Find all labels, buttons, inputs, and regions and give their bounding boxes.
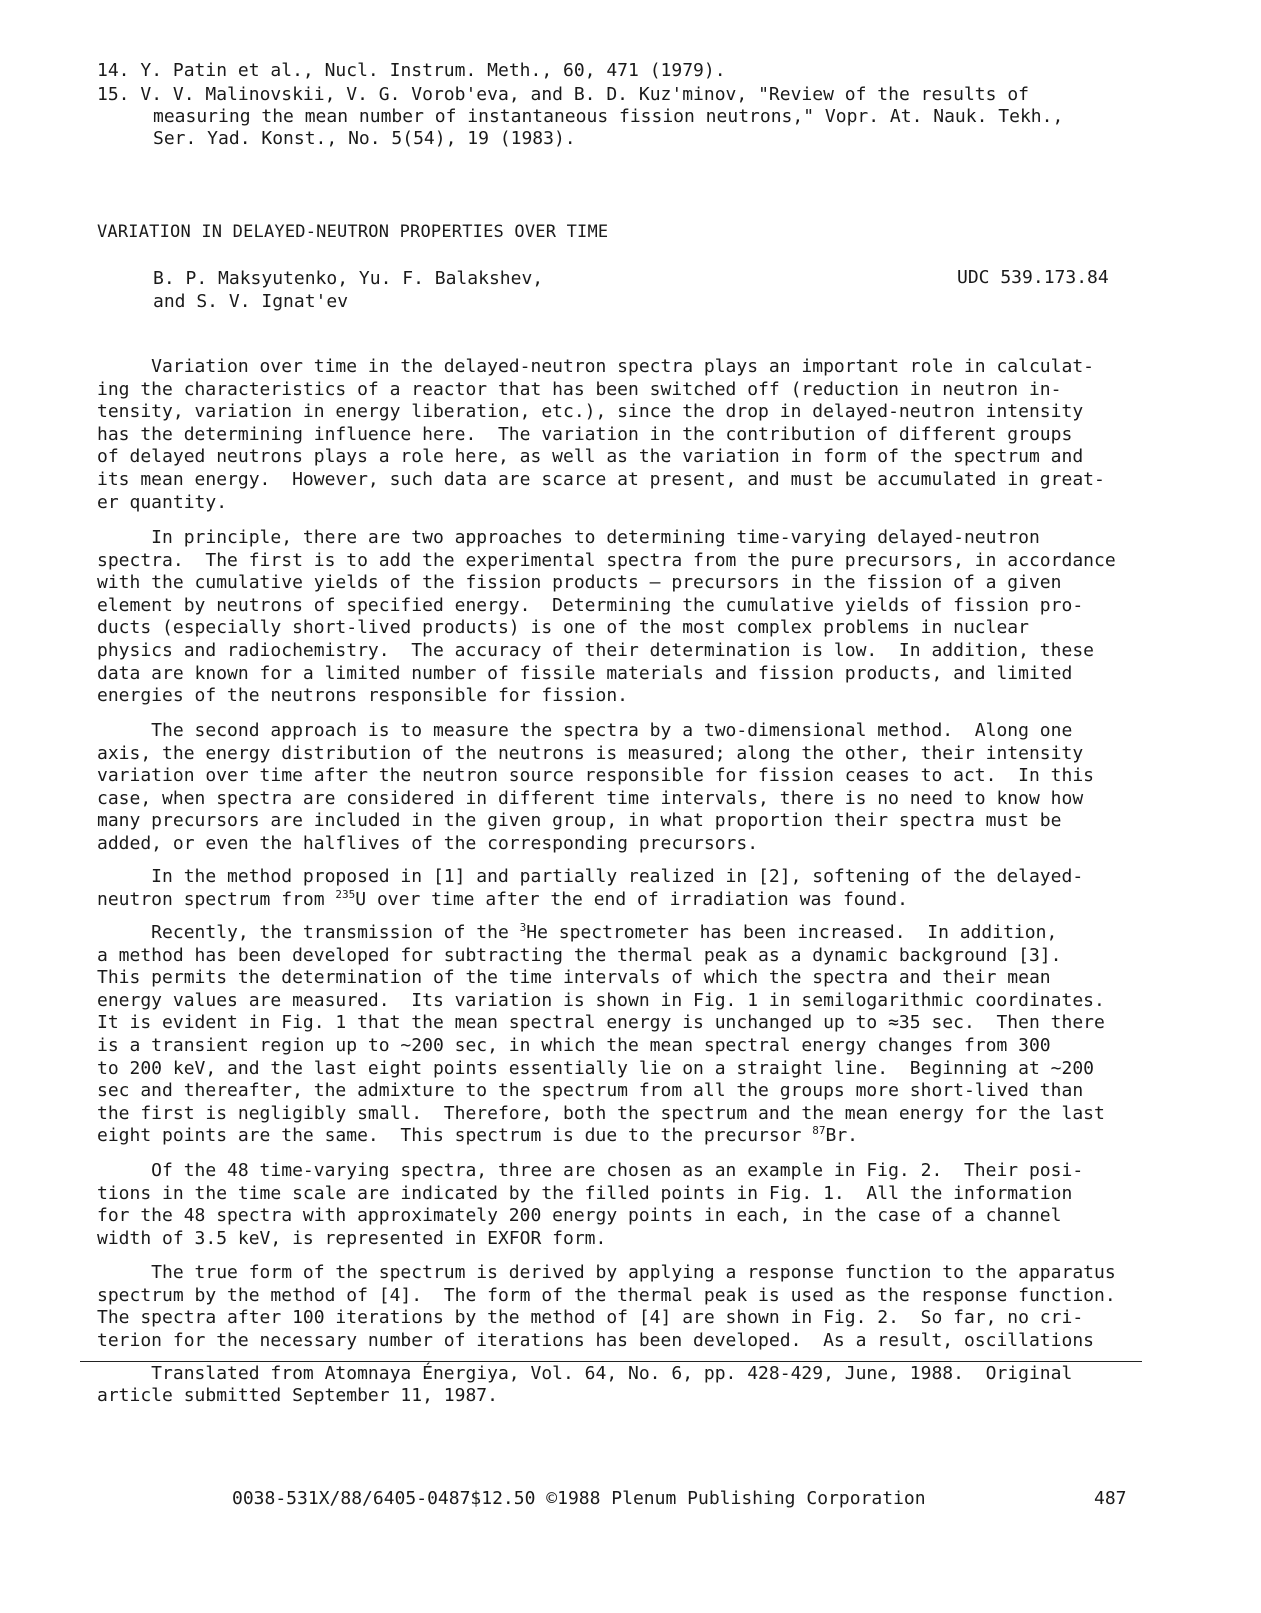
text-line: sec and thereafter, the admixture to the spectrum from all the groups more short-lived than bbox=[97, 1080, 1084, 1102]
reference-15 bbox=[97, 84, 1029, 106]
text-line: The spectra after 100 iterations by the method of [4] are shown in Fig. 2. So far, no cri- bbox=[97, 1307, 1084, 1329]
text-line: er quantity. bbox=[97, 491, 228, 513]
text-line: energies of the neutrons responsible for fission. bbox=[97, 685, 629, 707]
text-line: ing the characteristics of a reactor that has been switched off (reduction in neutron in- bbox=[97, 378, 1062, 400]
text-line: the first is negligibly small. Therefore, both the spectrum and the mean energy for the last bbox=[97, 1102, 1105, 1124]
text-line: Variation over time in the delayed-neutron spectra plays an important role in calculat- bbox=[97, 356, 1094, 377]
text-line: ducts (especially short-lived products) is one of the most complex problems in nuclear bbox=[97, 617, 1029, 639]
reference-text: Y. Patin et al., Nucl. Instrum. Meth., 60, 471 (1979). bbox=[140, 60, 726, 81]
reference-text: V. V. Malinovskii, V. G. Vorob'eva, and B. D. Kuz'minov, "Review of the results of bbox=[140, 84, 1029, 105]
text-line: In the method proposed in [1] and partially realized in [2], softening of the delayed- bbox=[97, 866, 1084, 887]
text-line: added, or even the halflives of the corresponding precursors. bbox=[97, 832, 759, 854]
udc-code: UDC 539.173.84 bbox=[957, 267, 1109, 288]
translation-footnote bbox=[97, 1363, 1072, 1407]
authors-line-2: and S. V. Ignat'ev bbox=[153, 291, 349, 312]
text-line: of delayed neutrons plays a role here, as well as the variation in form of the spectrum and bbox=[97, 446, 1084, 468]
text-line: variation over time after the neutron source responsible for fission ceases to act. In this bbox=[97, 765, 1094, 787]
isotope-superscript: 87 bbox=[812, 1124, 826, 1138]
text-line: spectrum by the method of [4]. The form of the thermal peak is used as the response function. bbox=[97, 1284, 1116, 1306]
text-line: is a transient region up to ~200 sec, in which the mean spectral energy changes from 300 bbox=[97, 1034, 1051, 1056]
body-paragraph-4 bbox=[97, 866, 1157, 911]
body-paragraph-3 bbox=[97, 720, 1157, 856]
article-authors bbox=[153, 267, 543, 313]
text-line: tensity, variation in energy liberation, etc.), since the drop in delayed-neutron intensity bbox=[97, 401, 1084, 423]
text-line: case, when spectra are considered in different time intervals, there is no need to know how bbox=[97, 787, 1084, 809]
body-paragraph-7 bbox=[97, 1262, 1157, 1352]
text-line: tions in the time scale are indicated by the filled points in Fig. 1. All the information bbox=[97, 1182, 1073, 1204]
reference-15-line2: measuring the mean number of instantaneous fission neutrons," Vopr. At. Nauk. Tekh., bbox=[153, 106, 1064, 127]
footnote-line: article submitted September 11, 1987. bbox=[97, 1385, 498, 1406]
text-line: axis, the energy distribution of the neutrons is measured; along the other, their intensity bbox=[97, 742, 1084, 764]
text-line: physics and radiochemistry. The accuracy of their determination is low. In addition, these bbox=[97, 639, 1094, 661]
text-line: The true form of the spectrum is derived by applying a response function to the apparatus bbox=[97, 1262, 1116, 1283]
article-title: VARIATION IN DELAYED-NEUTRON PROPERTIES OVER TIME bbox=[97, 222, 609, 242]
text-line: It is evident in Fig. 1 that the mean spectral energy is unchanged up to ≈35 sec. Then there bbox=[97, 1012, 1105, 1034]
page-number: 487 bbox=[1094, 1488, 1127, 1509]
text-line: Of the 48 time-varying spectra, three are chosen as an example in Fig. 2. Their posi- bbox=[97, 1160, 1084, 1181]
footnote-divider bbox=[80, 1361, 1142, 1362]
body-paragraph-2 bbox=[97, 527, 1157, 708]
text-line: energy values are measured. Its variation is shown in Fig. 1 in semilogarithmic coordinates. bbox=[97, 989, 1105, 1011]
text-line: width of 3.5 keV, is represented in EXFOR form. bbox=[97, 1227, 607, 1249]
isotope-superscript: 3 bbox=[519, 921, 527, 934]
text-line: a method has been developed for subtracting the thermal peak as a dynamic background [3]. bbox=[97, 944, 1062, 966]
authors-line-1: B. P. Maksyutenko, Yu. F. Balakshev, bbox=[153, 268, 544, 289]
text-line: with the cumulative yields of the fission products — precursors in the fission of a given bbox=[97, 572, 1062, 594]
text-line: many precursors are included in the given group, in what proportion their spectra must be bbox=[97, 810, 1062, 832]
text-line: spectra. The first is to add the experimental spectra from the pure precursors, in accordance bbox=[97, 549, 1116, 571]
text-line: data are known for a limited number of fissile materials and fission products, and limited bbox=[97, 662, 1073, 684]
text-line: terion for the necessary number of iterations has been developed. As a result, oscillations bbox=[97, 1329, 1094, 1351]
publisher-footer: 0038-531X/88/6405-0487$12.50 ©1988 Plenum Publishing Corporation bbox=[232, 1488, 926, 1509]
text-line: neutron spectrum from $^{235}$U over time after the end of irradiation was found. bbox=[97, 887, 908, 910]
reference-number: 14. bbox=[97, 60, 130, 81]
body-paragraph-1 bbox=[97, 356, 1157, 514]
text-line: Recently, the transmission of the $^3$He spectrometer has been increased. In addition, bbox=[97, 921, 1058, 943]
text-line: its mean energy. However, such data are scarce at present, and must be accumulated in great- bbox=[97, 468, 1105, 490]
reference-number: 15. bbox=[97, 84, 130, 105]
isotope-superscript: 235 bbox=[335, 887, 356, 901]
body-paragraph-6 bbox=[97, 1160, 1157, 1250]
text-line: element by neutrons of specified energy. Determining the cumulative yields of fission pro- bbox=[97, 594, 1084, 616]
reference-14 bbox=[97, 60, 726, 82]
text-line: to 200 keV, and the last eight points essentially lie on a straight line. Beginning at ~200 bbox=[97, 1057, 1094, 1079]
text-line: for the 48 spectra with approximately 200 energy points in each, in the case of a channel bbox=[97, 1205, 1062, 1227]
text-line: eight points are the same. This spectrum is due to the precursor $^{87}$Br. bbox=[97, 1124, 859, 1147]
text-line: The second approach is to measure the spectra by a two-dimensional method. Along one bbox=[97, 720, 1073, 741]
body-paragraph-5 bbox=[97, 922, 1157, 1148]
text-line: This permits the determination of the time intervals of which the spectra and their mean bbox=[97, 967, 1051, 989]
text-line: has the determining influence here. The variation in the contribution of different groups bbox=[97, 423, 1073, 445]
footnote-line: Translated from Atomnaya Énergiya, Vol. 64, No. 6, pp. 428-429, June, 1988. Original bbox=[97, 1363, 1073, 1384]
text-line: In principle, there are two approaches to determining time-varying delayed-neutron bbox=[97, 527, 1040, 548]
reference-15-line3: Ser. Yad. Konst., No. 5(54), 19 (1983). bbox=[153, 128, 576, 149]
